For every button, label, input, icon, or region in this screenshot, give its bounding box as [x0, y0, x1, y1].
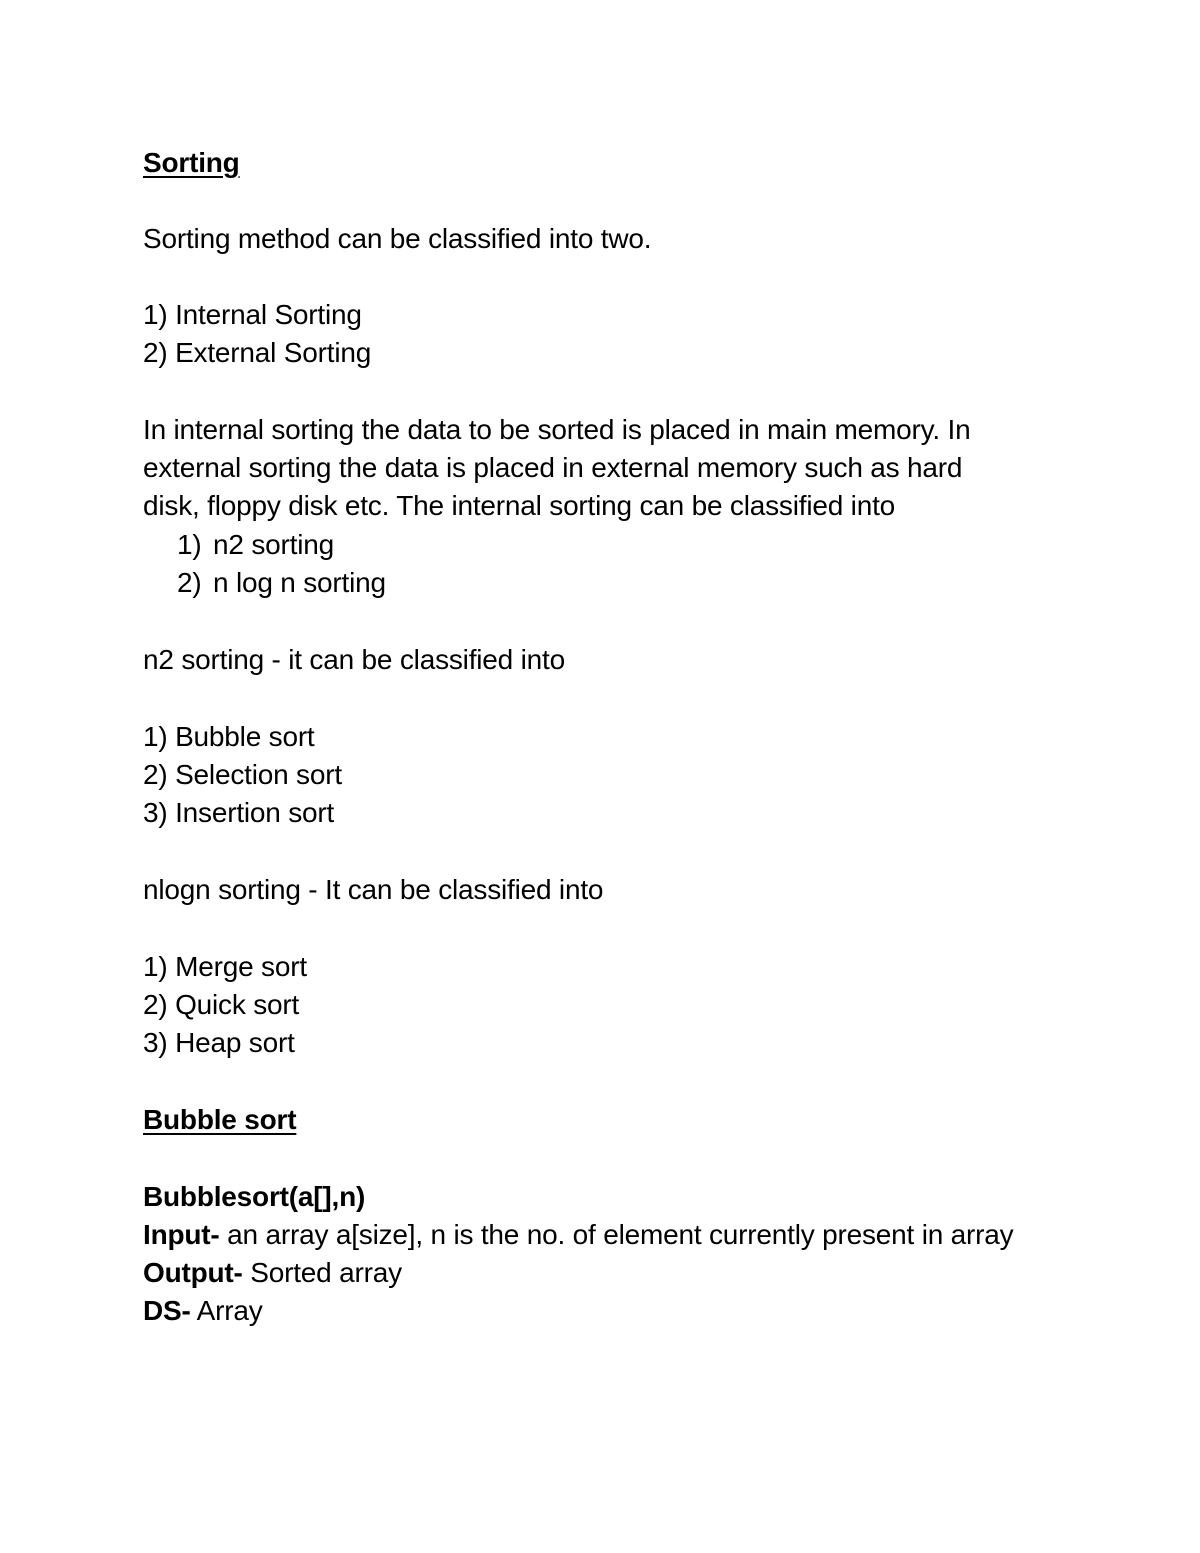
n2-intro-text: n2 sorting - it can be classified into	[143, 644, 565, 675]
ds-line	[143, 1294, 263, 1328]
list-item: 2) Quick sort	[143, 989, 300, 1020]
list-item	[177, 528, 334, 562]
input-text: an array a[size], n is the no. of element currently present in array	[219, 1219, 1014, 1250]
list-item: 3) Heap sort	[143, 1027, 295, 1058]
list-number: 2)	[177, 567, 202, 598]
list-text: n2 sorting	[213, 529, 334, 560]
list-item	[177, 566, 386, 600]
output-text: Sorted array	[242, 1257, 402, 1288]
list-item: 3) Insertion sort	[143, 797, 335, 828]
list-item: 2) External Sorting	[143, 337, 372, 368]
paragraph-line: external sorting the data is placed in external memory such as hard	[143, 452, 963, 483]
paragraph-line: disk, floppy disk etc. The internal sorting can be classified into	[143, 490, 896, 521]
input-line	[143, 1218, 1013, 1252]
sorting-heading: Sorting	[143, 147, 240, 178]
function-signature: Bubblesort(a[],n)	[143, 1181, 366, 1212]
nlogn-intro-text: nlogn sorting - It can be classified into	[143, 874, 604, 905]
list-item: 1) Bubble sort	[143, 721, 315, 752]
ds-text: Array	[190, 1295, 263, 1326]
intro-text: Sorting method can be classified into two.	[143, 223, 652, 254]
list-item: 2) Selection sort	[143, 759, 342, 790]
input-label: Input-	[143, 1219, 220, 1250]
list-item: 1) Merge sort	[143, 951, 307, 982]
output-label: Output-	[143, 1257, 243, 1288]
list-item: 1) Internal Sorting	[143, 299, 362, 330]
list-text: n log n sorting	[213, 567, 386, 598]
list-number: 1)	[177, 529, 202, 560]
ds-label: DS-	[143, 1295, 191, 1326]
bubble-sort-heading: Bubble sort	[143, 1104, 297, 1135]
paragraph-line: In internal sorting the data to be sorted is placed in main memory. In	[143, 414, 971, 445]
output-line	[143, 1256, 402, 1290]
